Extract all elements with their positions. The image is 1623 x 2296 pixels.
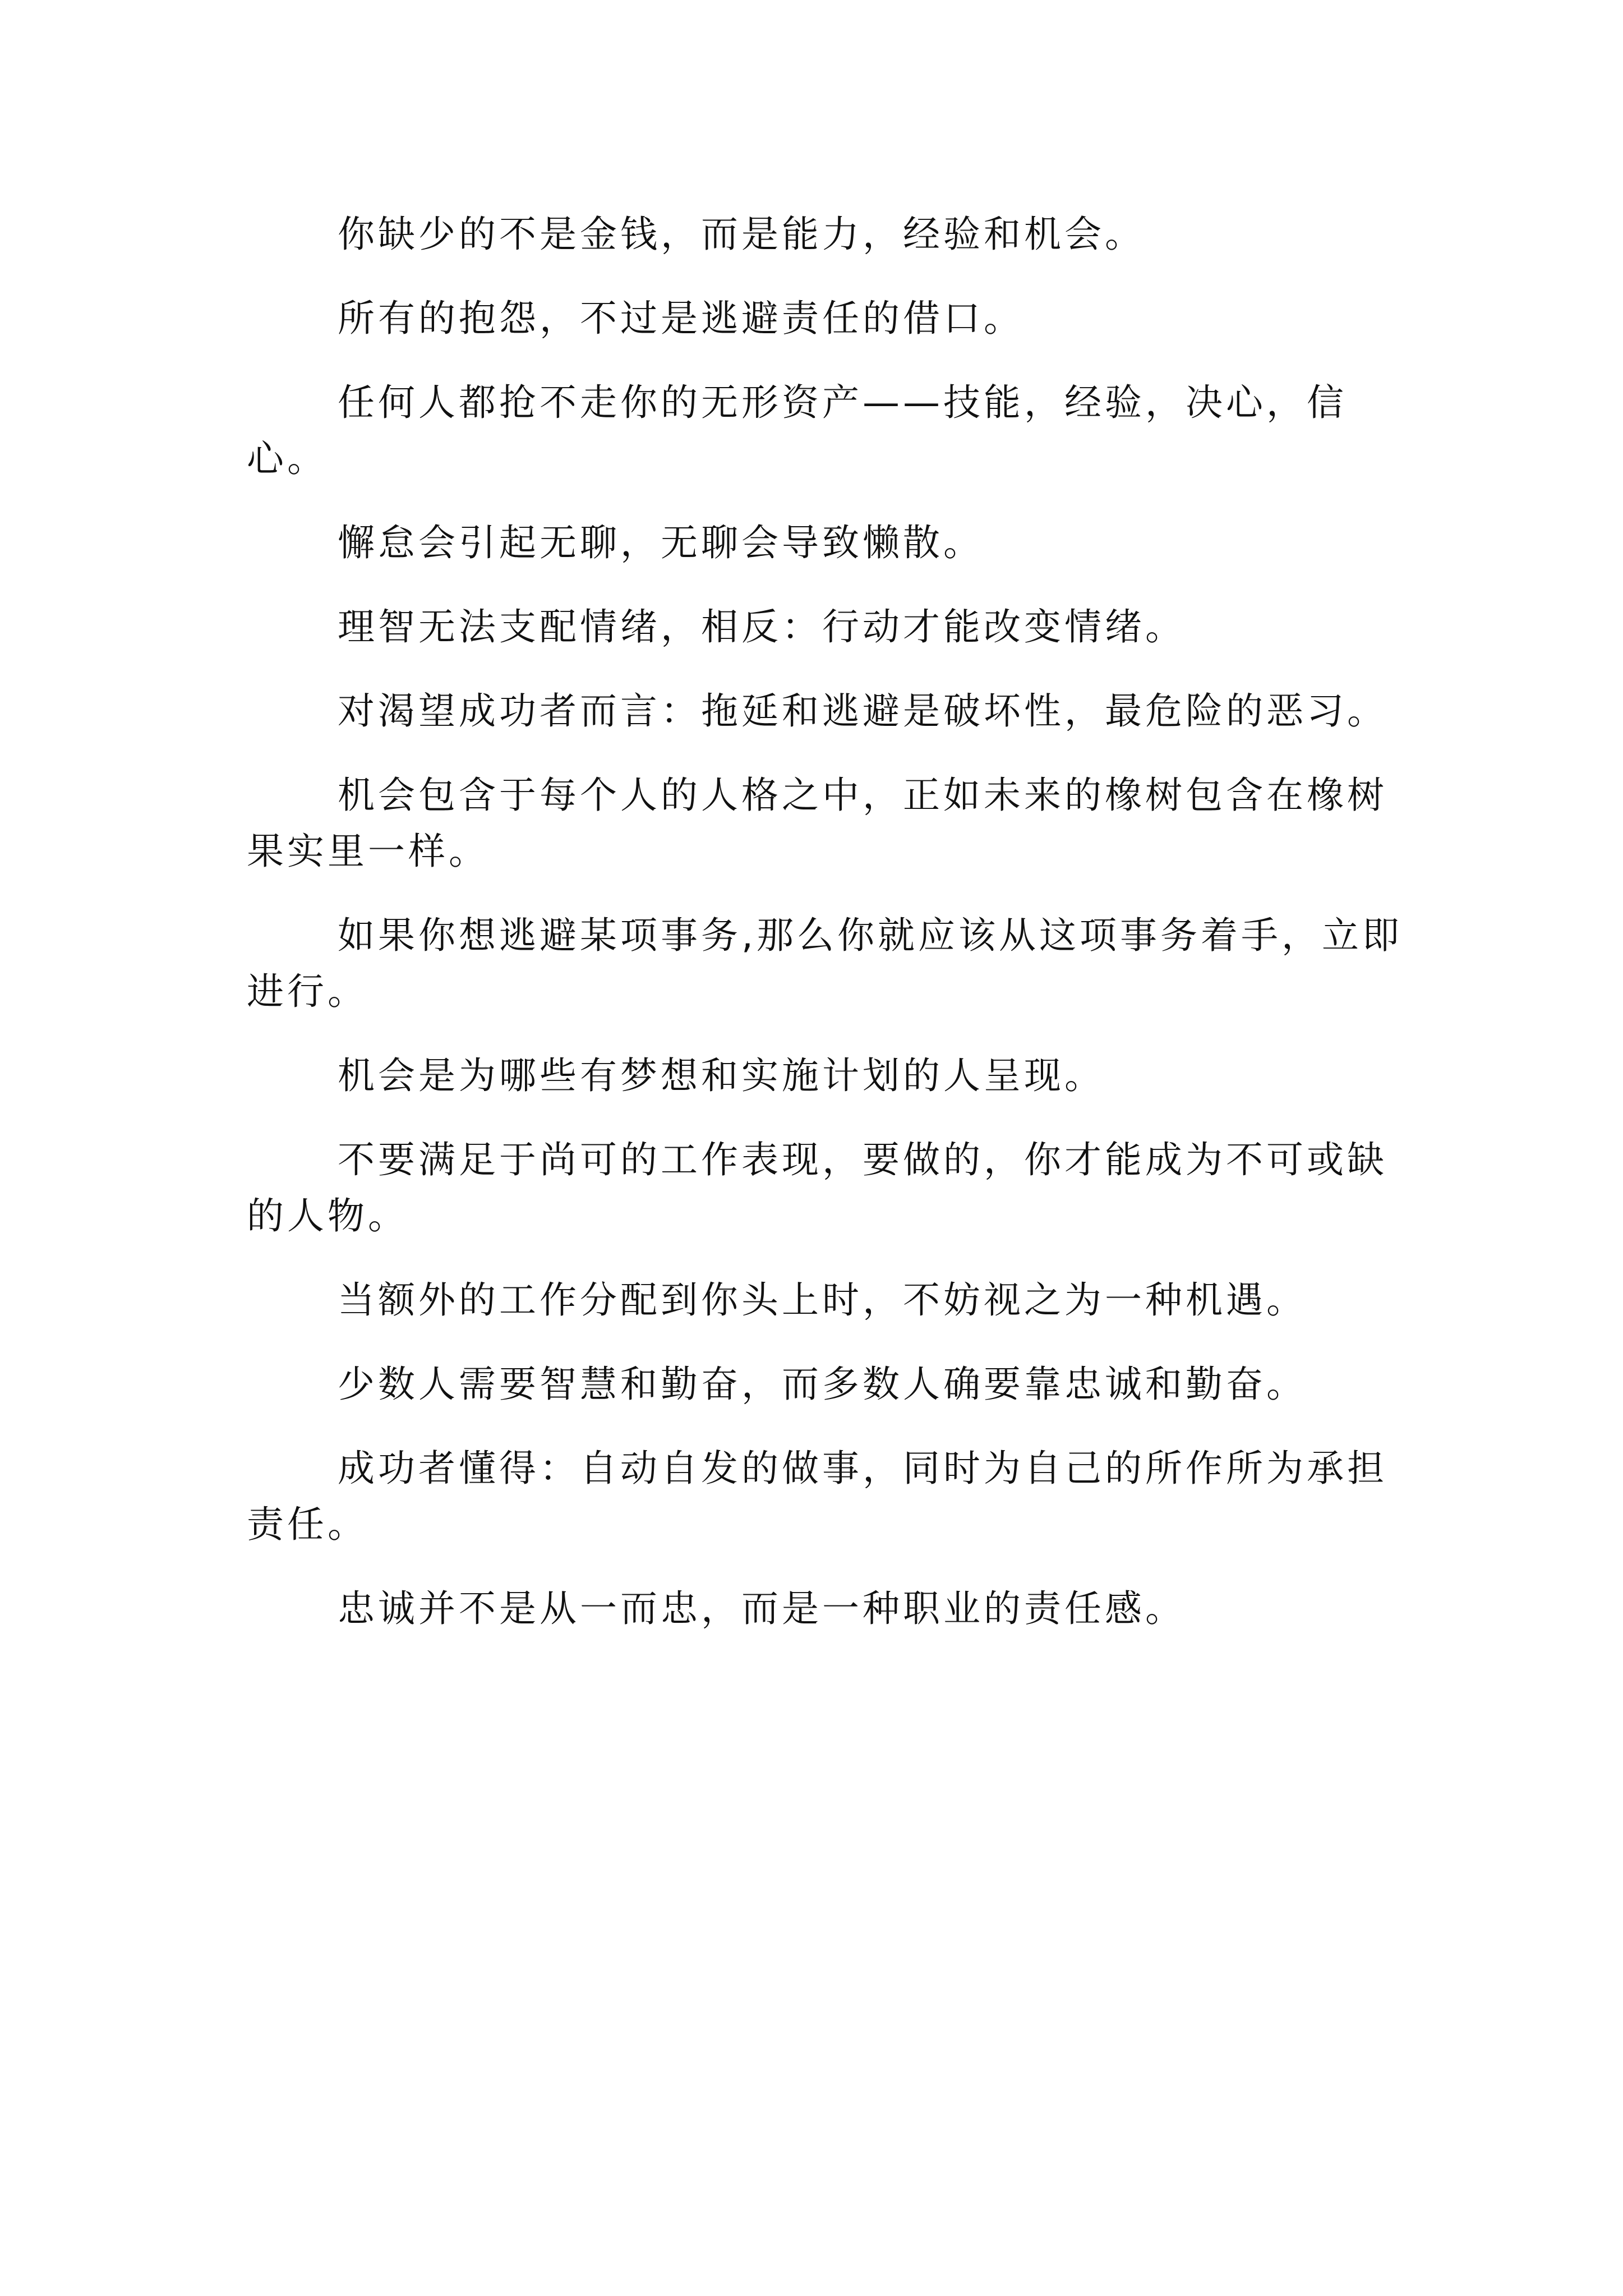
paragraph: 不要满足于尚可的工作表现，要做的，你才能成为不可或缺的人物。 xyxy=(247,1138,1387,1237)
paragraph: 成功者懂得：自动自发的做事，同时为自己的所作所为承担责任。 xyxy=(247,1447,1387,1546)
paragraph: 对渴望成功者而言：拖延和逃避是破坏性，最危险的恶习。 xyxy=(338,689,1387,733)
paragraph: 你缺少的不是金钱，而是能力，经验和机会。 xyxy=(338,213,1145,256)
paragraph: 机会包含于每个人的人格之中，正如未来的橡树包含在橡树果实里一样。 xyxy=(247,774,1387,873)
paragraph: 当额外的工作分配到你头上时，不妨视之为一种机遇。 xyxy=(338,1278,1307,1322)
document-body xyxy=(247,206,1408,1665)
paragraph: 少数人需要智慧和勤奋，而多数人确要靠忠诚和勤奋。 xyxy=(338,1363,1307,1406)
paragraph: 任何人都抢不走你的无形资产——技能，经验，决心，信心。 xyxy=(247,381,1347,480)
paragraph: 所有的抱怨，不过是逃避责任的借口。 xyxy=(338,297,1024,340)
paragraph: 理智无法支配情绪，相反：行动才能改变情绪。 xyxy=(338,605,1186,648)
paragraph: 如果你想逃避某项事务,那么你就应该从这项事务着手，立即进行。 xyxy=(247,914,1403,1013)
paragraph: 懈怠会引起无聊，无聊会导致懒散。 xyxy=(338,521,984,564)
paragraph: 忠诚并不是从一而忠，而是一种职业的责任感。 xyxy=(338,1587,1186,1630)
paragraph: 机会是为哪些有梦想和实施计划的人呈现。 xyxy=(338,1054,1105,1097)
